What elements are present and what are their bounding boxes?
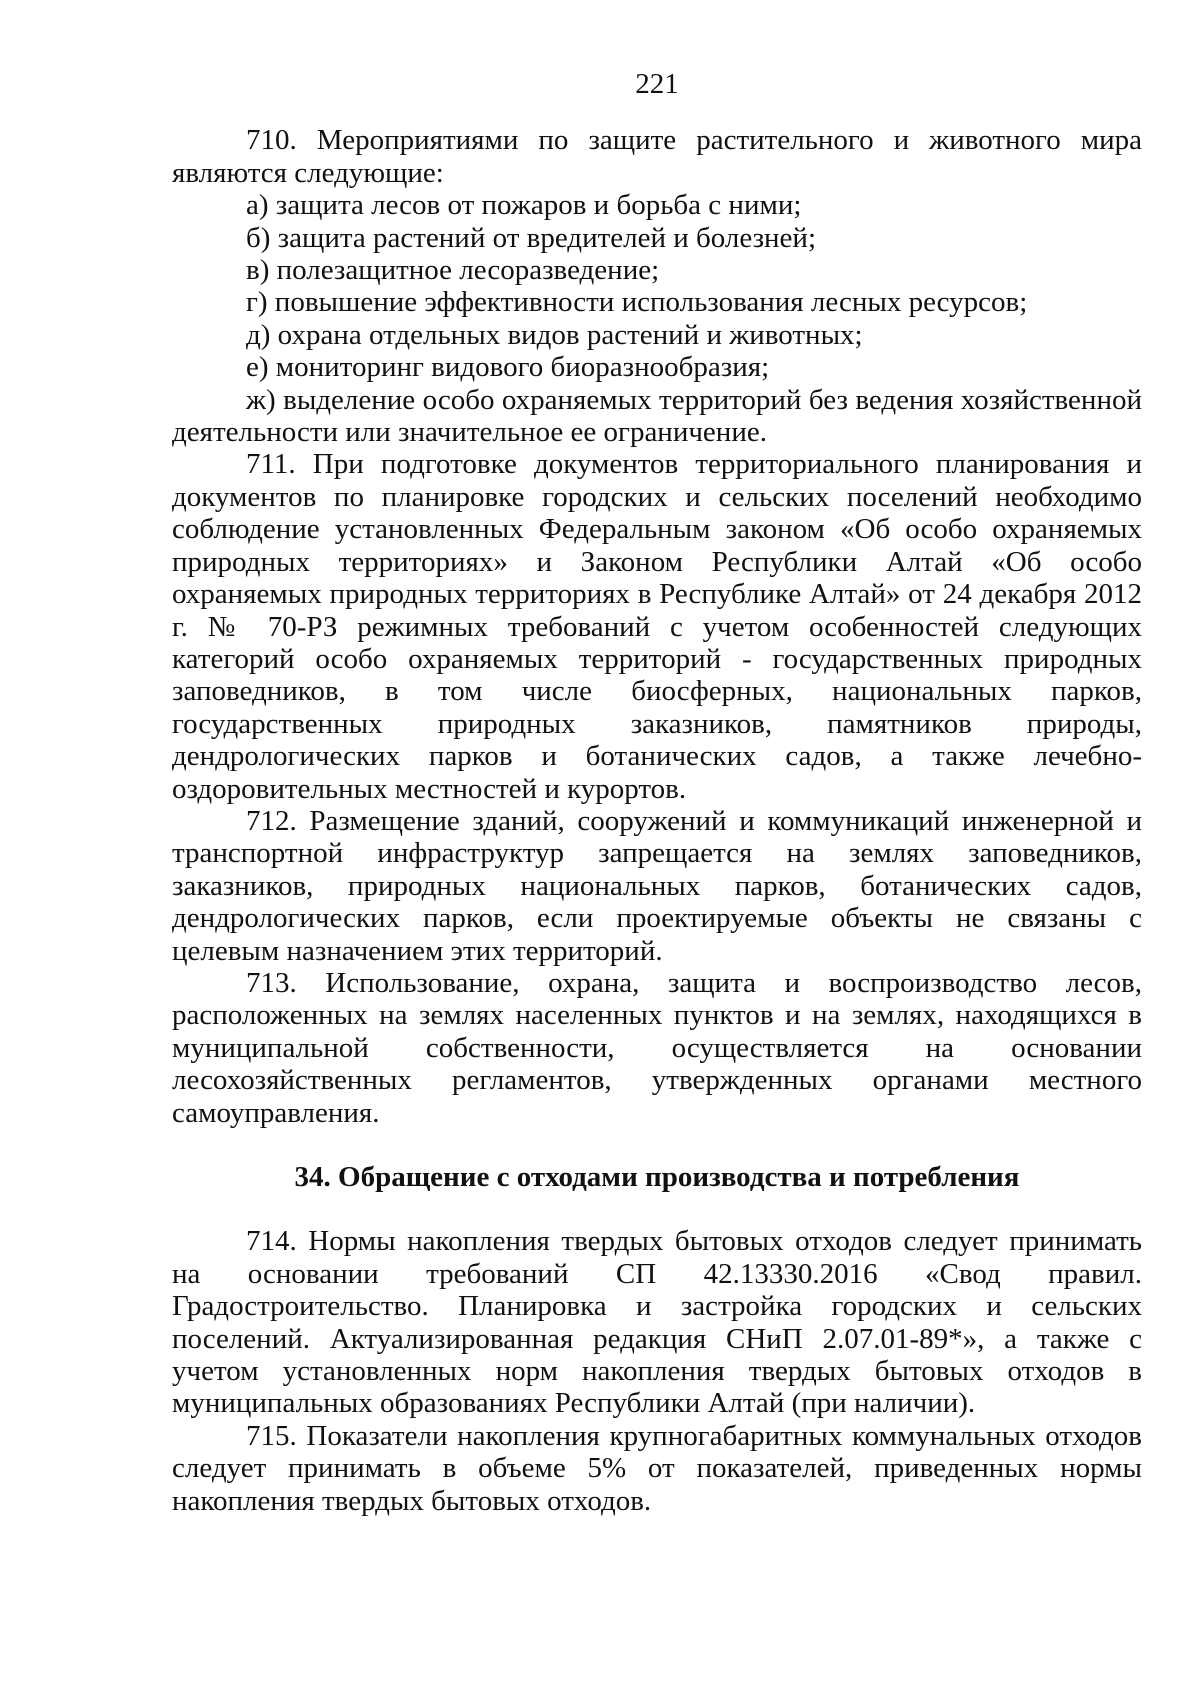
list-item-e: е) мониторинг видового биоразнообразия; (246, 351, 770, 384)
paragraph-711: 711. При подготовке документов территориального планирования и документов по планировке городских и сельских поселений необходимо соблюдение установленных Федеральным законом «Об особо охраняемых природных территориях» и Законом Республики Алтай «Об особо охраняемых природных территориях в Республике Алтай» от 24 декабря 2012 г. № 70-РЗ режимных требований с учетом особенностей следующих категорий особо охраняемых территорий - государственных природных заповедников, в том числе биосферных, национальных парков, государственных природных заказников, памятников природы, дендрологических парков и ботанических садов, а также лечебно-оздоровительных местностей и курортов. (172, 448, 1142, 805)
paragraph-712: 712. Размещение зданий, сооружений и коммуникаций инженерной и транспортной инфраструктур запрещается на землях заповедников, заказников, природных национальных парков, ботанических садов, дендрологических парков, если проектируемые объекты не связаны с целевым назначением этих территорий. (172, 804, 1142, 967)
list-item-a: а) защита лесов от пожаров и борьба с ними; (246, 189, 802, 222)
section-heading: 34. Обращение с отходами производства и потребления (294, 1161, 1020, 1193)
paragraph-715: 715. Показатели накопления крупногабаритных коммунальных отходов следует принимать в объеме 5% от показателей, приведенных нормы накопления твердых бытовых отходов. (172, 1419, 1142, 1517)
list-item-g: г) повышение эффективности использования лесных ресурсов; (246, 286, 1028, 319)
list-item-zh: ж) выделение особо охраняемых территорий без ведения хозяйственной деятельности или значительное ее ограничение. (172, 383, 1142, 449)
paragraph-710: 710. Мероприятиями по защите растительного и животного мира являются следующие: (172, 124, 1142, 189)
document-page (172, 0, 1142, 1517)
paragraph-713: 713. Использование, охрана, защита и воспроизводство лесов, расположенных на землях населенных пунктов и на землях, находящихся в муниципальной собственности, осуществляется на основании лесохозяйственных регламентов, утвержденных органами местного самоуправления. (172, 966, 1142, 1129)
list-item-b: б) защита растений от вредителей и болезней; (246, 221, 817, 254)
paragraph-714: 714. Нормы накопления твердых бытовых отходов следует принимать на основании требований СП 42.13330.2016 «Свод правил. Градостроительство. Планировка и застройка городских и сельских поселений. Актуализированная редакция СНиП 2.07.01-89*», а также с учетом установленных норм накопления твердых бытовых отходов в муниципальных образованиях Республики Алтай (при наличии). (172, 1225, 1142, 1420)
page-number: 221 (635, 68, 679, 100)
list-item-d: д) охрана отдельных видов растений и животных; (246, 318, 863, 351)
list-item-v: в) полезащитное лесоразведение; (246, 254, 660, 287)
